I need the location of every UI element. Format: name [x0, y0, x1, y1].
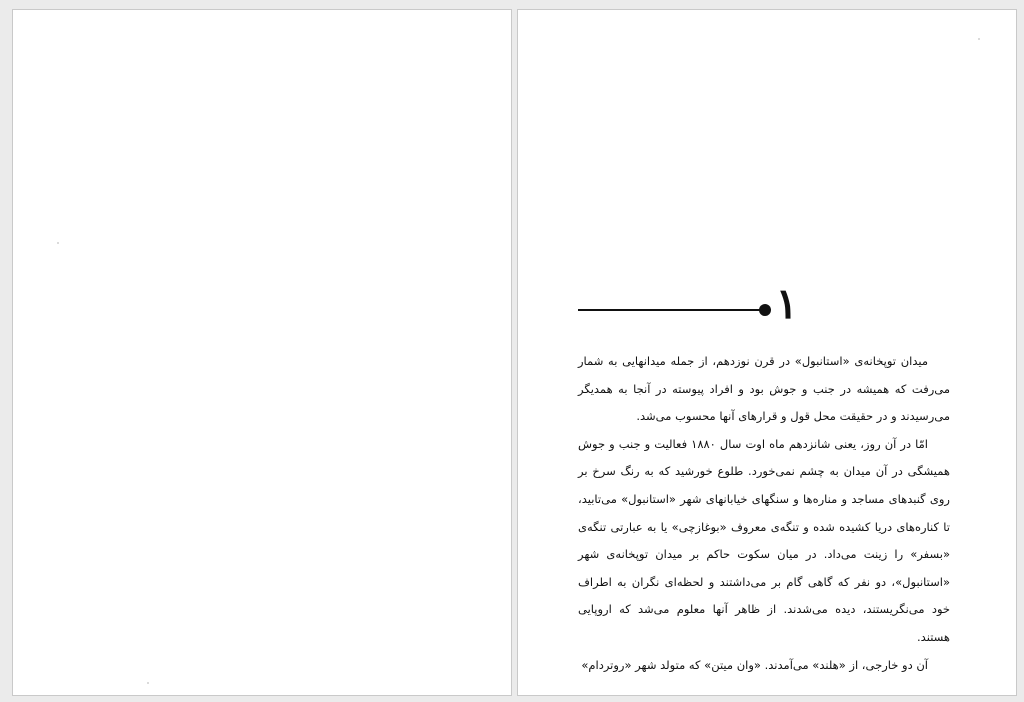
right-page — [517, 9, 1017, 696]
scan-speck — [57, 242, 59, 244]
paragraph: آن دو خارجی، از «هلند» می‌آمدند. «وان میتن» که متولد شهر «روتردام» — [581, 657, 928, 672]
scan-speck — [147, 682, 149, 684]
chapter-number: ۱ — [775, 279, 798, 328]
chapter-rule — [578, 309, 768, 311]
paragraph: میدان توپخانه‌ی «استانبول» در قرن نوزدهم، از جمله میدانهایی به شمار می‌رفت که همیشه در جنب و جوش بود و افراد پیوسته در آنجا به همدیگر می‌رسیدند و در حقیقت محل قول و قرارهای آنها محسوب می‌شد. — [578, 354, 950, 424]
body-text — [578, 348, 950, 679]
chapter-heading — [578, 280, 798, 330]
paragraph: امّا در آن روز، یعنی شانزدهم ماه اوت سال ۱۸۸۰ فعالیت و جنب و جوش همیشگی در آن میدان به چشم نمی‌خورد. طلوع خورشید که به رنگ سرخ بر روی گنبدهای مساجد و مناره‌ها و سنگهای خیابانهای شهر «استانبول» می‌تابید، تا کناره‌های دریا کشیده شده و تنگه‌ی معروف «بوغازچی» یا به عبارتی تنگه‌ی «بسفر» را زینت می‌داد. در میان سکوت حاکم بر میدان توپخانه‌ی شهر «استانبول»، دو نفر که گاهی گام بر می‌داشتند و لحظه‌ای نگران به اطراف خود می‌نگریستند، دیده می‌شدند. از ظاهر آنها معلوم می‌شد که اروپایی هستند. — [578, 436, 950, 644]
scan-speck — [978, 38, 980, 40]
left-page — [12, 9, 512, 696]
chapter-dot — [759, 304, 771, 316]
